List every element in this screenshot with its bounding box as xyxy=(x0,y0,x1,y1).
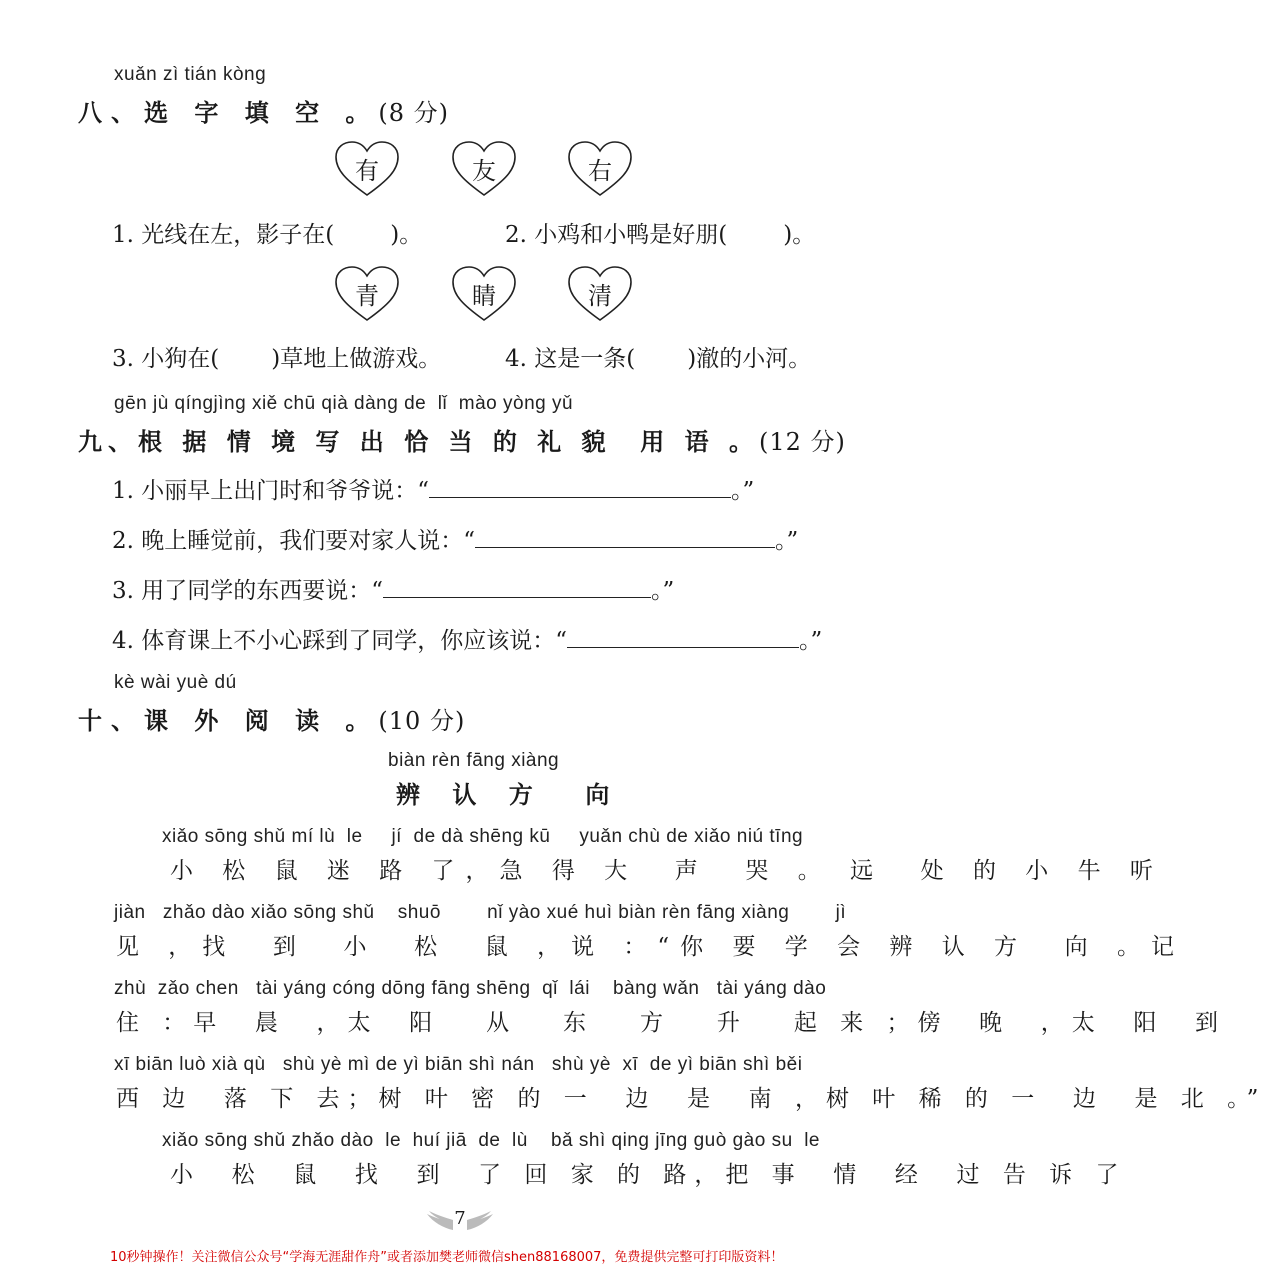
heart-option[interactable] xyxy=(567,265,633,323)
passage-pinyin-line: xiǎo sōng shǔ zhǎo dào le huí jiā de lù bǎ shì qing jīng guò gào su le xyxy=(162,1130,820,1151)
passage-text-line: 小 松 鼠 迷 路 了，急 得 大 声 哭 。 远 处 的 小 牛 听 xyxy=(170,858,1164,884)
question-text: 1. 光线在左，影子在( xyxy=(112,222,335,248)
passage-title-pinyin: biàn rèn fāng xiàng xyxy=(388,750,560,771)
section10-header xyxy=(78,701,465,736)
heart-option[interactable] xyxy=(451,265,517,323)
passage-pinyin-line: zhù zǎo chen tài yáng cóng dōng fāng shēng qǐ lái bàng wǎn tài yáng dào xyxy=(114,978,827,999)
heart-char: 友 xyxy=(472,157,496,185)
section10-pinyin: kè wài yuè dú xyxy=(114,672,237,693)
question-text-end: 。” xyxy=(651,578,675,604)
question-8-1 xyxy=(112,216,422,249)
passage-pinyin-line: xī biān luò xià qù shù yè mì de yì biān shì nán shù yè xī de yì biān shì běi xyxy=(114,1054,803,1075)
heart-option[interactable] xyxy=(567,140,633,198)
section10-header-text: 十、课 外 阅 读 。 xyxy=(78,707,379,735)
section8-header xyxy=(78,93,449,128)
question-text: 1. 小丽早上出门时和爷爷说：“ xyxy=(112,478,430,504)
heart-option[interactable] xyxy=(334,265,400,323)
question-text: 4. 体育课上不小心踩到了同学，你应该说：“ xyxy=(112,628,568,654)
question-8-3 xyxy=(112,340,441,373)
page-number: 7 xyxy=(454,1208,466,1229)
question-text-end: 。” xyxy=(799,628,823,654)
heart-option[interactable] xyxy=(451,140,517,198)
question-9-2 xyxy=(112,522,798,555)
question-9-1 xyxy=(112,472,754,505)
section8-pinyin: xuǎn zì tián kòng xyxy=(114,64,267,85)
section9-header-text: 九、根 据 情 境 写 出 恰 当 的 礼 貌 用 语 。 xyxy=(78,428,759,456)
question-9-4 xyxy=(112,622,822,655)
passage-pinyin-line: jiàn zhǎo dào xiǎo sōng shǔ shuō nǐ yào xué huì biàn rèn fāng xiàng jì xyxy=(114,902,847,923)
section9-header xyxy=(78,422,846,457)
section8-header-text: 八、选 字 填 空 。 xyxy=(78,99,379,127)
heart-char: 有 xyxy=(355,157,379,185)
answer-line[interactable] xyxy=(567,625,799,648)
section9-points: (12 分) xyxy=(758,428,846,456)
question-text-end: 。” xyxy=(731,478,755,504)
answer-line[interactable] xyxy=(383,575,651,598)
section10-points: (10 分) xyxy=(378,707,466,735)
question-8-4 xyxy=(505,340,811,373)
passage-pinyin-line: xiǎo sōng shǔ mí lù le jí de dà shēng kū yuǎn chù de xiǎo niú tīng xyxy=(162,826,804,847)
question-text: 4. 这是一条( xyxy=(505,346,636,372)
question-text-end: )草地上做游戏。 xyxy=(271,346,442,372)
page-number-ornament xyxy=(425,1208,495,1238)
passage-text-line: 小 松 鼠 找 到 了 回 家 的 路，把 事 情 经 过 告 诉 了 xyxy=(170,1162,1127,1188)
heart-char: 右 xyxy=(588,157,612,185)
question-text: 3. 小狗在( xyxy=(112,346,220,372)
question-text-end: )。 xyxy=(783,222,816,248)
passage-title: 辨 认 方 向 xyxy=(396,781,622,809)
question-text: 2. 晚上睡觉前，我们要对家人说：“ xyxy=(112,528,476,554)
heart-char: 清 xyxy=(588,282,612,310)
heart-char: 青 xyxy=(355,282,379,310)
question-9-3 xyxy=(112,572,674,605)
question-text-end: )澈的小河。 xyxy=(687,346,812,372)
question-text: 2. 小鸡和小鸭是好朋( xyxy=(505,222,728,248)
footer-notice: 10秒钟操作！关注微信公众号“学海无涯甜作舟”或者添加樊老师微信shen88168007，免费提供完整可打印版资料！ xyxy=(110,1250,784,1265)
answer-line[interactable] xyxy=(475,525,775,548)
passage-text-line: 西 边 落 下 去；树 叶 密 的 一 边 是 南 ，树 叶 稀 的 一 边 是 北 。” xyxy=(116,1086,1266,1112)
answer-line[interactable] xyxy=(429,475,731,498)
question-text: 3. 用了同学的东西要说：“ xyxy=(112,578,384,604)
question-text-end: 。” xyxy=(775,528,799,554)
passage-text-line: 见 ，找 到 小 松 鼠 ，说 ：“你 要 学 会 辨 认 方 向 。记 xyxy=(116,934,1185,960)
question-text-end: )。 xyxy=(390,222,423,248)
section8-points: (8 分) xyxy=(378,99,450,127)
question-8-2 xyxy=(505,216,815,249)
section9-pinyin: gēn jù qíngjìng xiě chū qià dàng de lǐ mào yòng yǔ xyxy=(114,393,574,414)
heart-char: 睛 xyxy=(472,282,496,310)
passage-text-line: 住 ：早 晨 ，太 阳 从 东 方 升 起 来 ；傍 晚 ，太 阳 到 xyxy=(116,1010,1226,1036)
heart-option[interactable] xyxy=(334,140,400,198)
